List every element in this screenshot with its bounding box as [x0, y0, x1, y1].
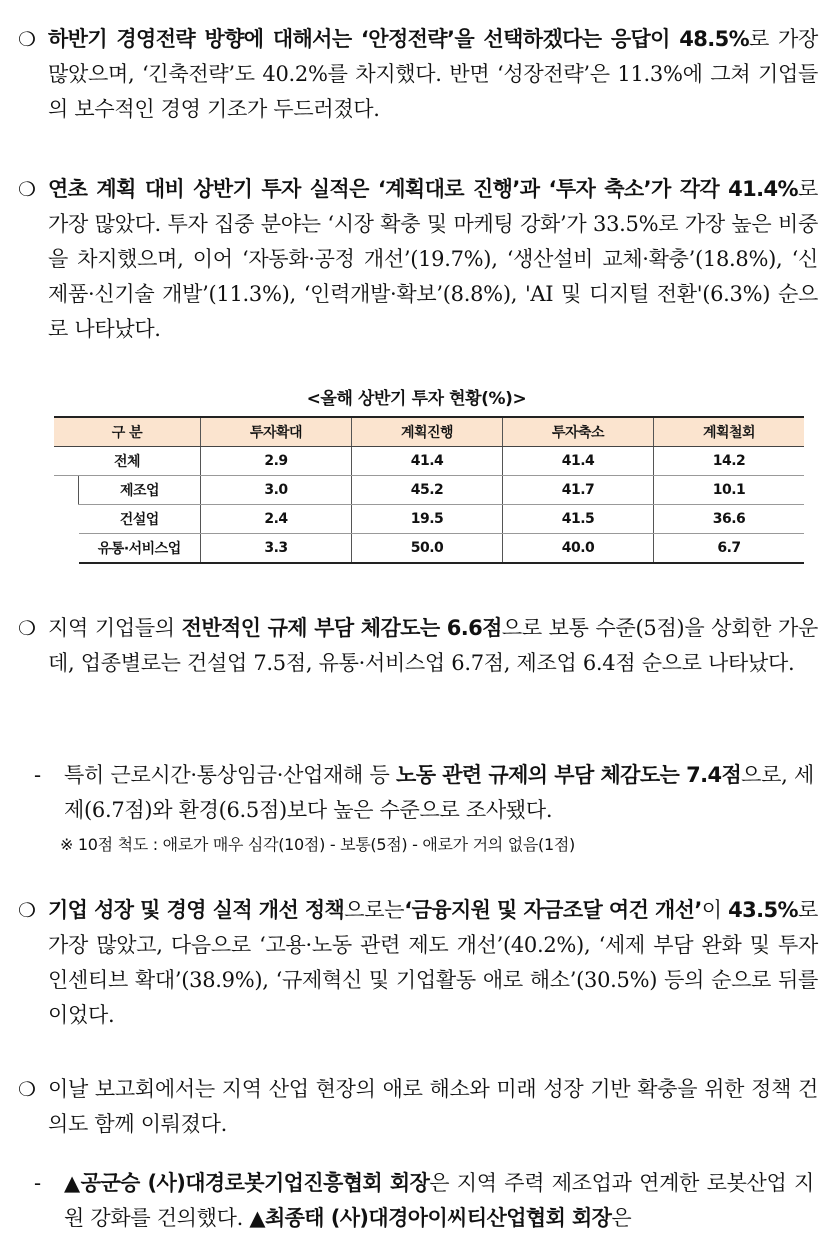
- table-cell: 41.4: [503, 447, 654, 476]
- paragraph-investment: [18, 172, 818, 347]
- table-cell: 50.0: [352, 534, 503, 564]
- body-text: 로 가장 많았고, 다음으로 ‘고용·노동 관련 제도 개선’(40.2%), ‘세제 부담 완화 및 투자 인센티브 확대’(38.9%), ‘규제혁신 및 기업활동 애로 해소’(30.5%) 등의 순으로 뒤를 이었다.: [48, 898, 818, 1027]
- dash-item-proposals: [34, 1166, 814, 1236]
- table-row-total: [54, 447, 804, 476]
- table-row: [54, 476, 804, 505]
- body-text: 으로 보통 수준(5점)을 상회한 가운데, 업종별로는 건설업 7.5점, 유통·서비스업 6.7점, 제조업 6.4점 순으로 나타났다.: [48, 616, 818, 675]
- body-text: 이날 보고회에서는 지역 산업 현장의 애로 해소와 미래 성장 기반 확충을 위한 정책 건의도 함께 이뤄졌다.: [48, 1077, 818, 1136]
- emphasis-text: 기업 성장 및 경영 실적 개선 정책: [48, 898, 345, 922]
- paragraph-report: [18, 1072, 818, 1142]
- investment-table: [54, 416, 804, 564]
- emphasis-text: ‘금융지원 및 자금조달 여건 개선’: [404, 898, 702, 922]
- table-cell: 19.5: [352, 505, 503, 534]
- table-row: [54, 505, 804, 534]
- table-cell: 3.3: [201, 534, 352, 564]
- table-cell: 40.0: [503, 534, 654, 564]
- bullet-icon: ❍: [18, 1077, 36, 1101]
- row-label: 제조업: [79, 476, 201, 505]
- row-label: 전체: [54, 447, 201, 476]
- emphasis-text: 전반적인 규제 부담 체감도는 6.6점: [181, 616, 502, 640]
- table-cell: 10.1: [654, 476, 805, 505]
- table-cell: 2.4: [201, 505, 352, 534]
- body-text: 로 가장 많았으며, ‘긴축전략’도 40.2%를 차지했다. 반면 ‘성장전략’은 11.3%에 그쳐 기업들의 보수적인 경영 기조가 두드러졌다.: [48, 27, 818, 121]
- table-cell: 36.6: [654, 505, 805, 534]
- body-text: 으로는: [344, 898, 405, 922]
- scale-note: ※ 10점 척도 : 애로가 매우 심각(10점) - 보통(5점) - 애로가 거의 없음(1점): [60, 835, 575, 854]
- table-cell: 41.5: [503, 505, 654, 534]
- table-cell: 6.7: [654, 534, 805, 564]
- emphasis-text: 연초 계획 대비 상반기 투자 실적은 ‘계획대로 진행’과 ‘투자 축소’가 각각 41.4%: [48, 177, 798, 201]
- emphasis-text: ▲공군승 (사)대경로봇기업진흥협회 회장: [64, 1171, 430, 1195]
- body-text: 로 가장 많았다. 투자 집중 분야는 ‘시장 확충 및 마케팅 강화’가 33.5%로 가장 높은 비중을 차지했으며, 이어 ‘자동화·공정 개선’(19.7%), ‘생산설비 교체·확충’(18.8%), ‘신제품·신기술 개발’(11.3%), ‘인력개발·확보’(8.8%), 'AI 및 디지털 전환'(6.3%) 순으로 나타났다.: [48, 177, 818, 341]
- paragraph-policy: [18, 893, 818, 1033]
- row-label: 유통·서비스업: [79, 534, 201, 564]
- header-reduce: 투자축소: [503, 417, 654, 447]
- table-row: [54, 534, 804, 564]
- emphasis-text: 43.5%: [728, 898, 798, 922]
- body-text: 특히 근로시간·통상임금·산업재해 등: [64, 763, 397, 787]
- body-text: 으로, 세제(6.7점)와 환경(6.5점)보다 높은 수준으로 조사됐다.: [64, 763, 814, 822]
- emphasis-text: 노동 관련 규제의 부담 체감도는 7.4점: [396, 763, 742, 787]
- dash-icon: -: [34, 1171, 41, 1195]
- bullet-icon: ❍: [18, 177, 36, 201]
- table-cell: 14.2: [654, 447, 805, 476]
- table-cell: 2.9: [201, 447, 352, 476]
- indent-cell: [54, 476, 79, 564]
- dash-icon: -: [34, 763, 41, 787]
- bullet-icon: ❍: [18, 898, 36, 922]
- table-cell: 3.0: [201, 476, 352, 505]
- table-cell: 41.4: [352, 447, 503, 476]
- paragraph-strategy: [18, 22, 818, 127]
- table-caption: <올해 상반기 투자 현황(%)>: [306, 389, 527, 409]
- row-label: 건설업: [79, 505, 201, 534]
- header-planned: 계획진행: [352, 417, 503, 447]
- paragraph-regulation: [18, 611, 818, 681]
- bullet-icon: ❍: [18, 27, 36, 51]
- table-cell: 45.2: [352, 476, 503, 505]
- emphasis-text: ▲최종태 (사)대경아이씨티산업협회 회장: [249, 1206, 612, 1230]
- header-expand: 투자확대: [201, 417, 352, 447]
- bullet-icon: ❍: [18, 616, 36, 640]
- body-text: 은 지역 주력 제조업과 연계한 로봇산업 지원 강화를 건의했다.: [64, 1171, 814, 1230]
- table-cell: 41.7: [503, 476, 654, 505]
- emphasis-text: 하반기 경영전략 방향에 대해서는 ‘안정전략’을 선택하겠다는 응답이 48.5%: [48, 27, 750, 51]
- body-text: 이: [701, 898, 729, 922]
- body-text: 은: [611, 1206, 632, 1230]
- dash-item-labor: [34, 758, 814, 828]
- body-text: 지역 기업들의: [48, 616, 182, 640]
- table-header-row: [54, 417, 804, 447]
- header-withdraw: 계획철회: [654, 417, 805, 447]
- header-category: 구 분: [54, 417, 201, 447]
